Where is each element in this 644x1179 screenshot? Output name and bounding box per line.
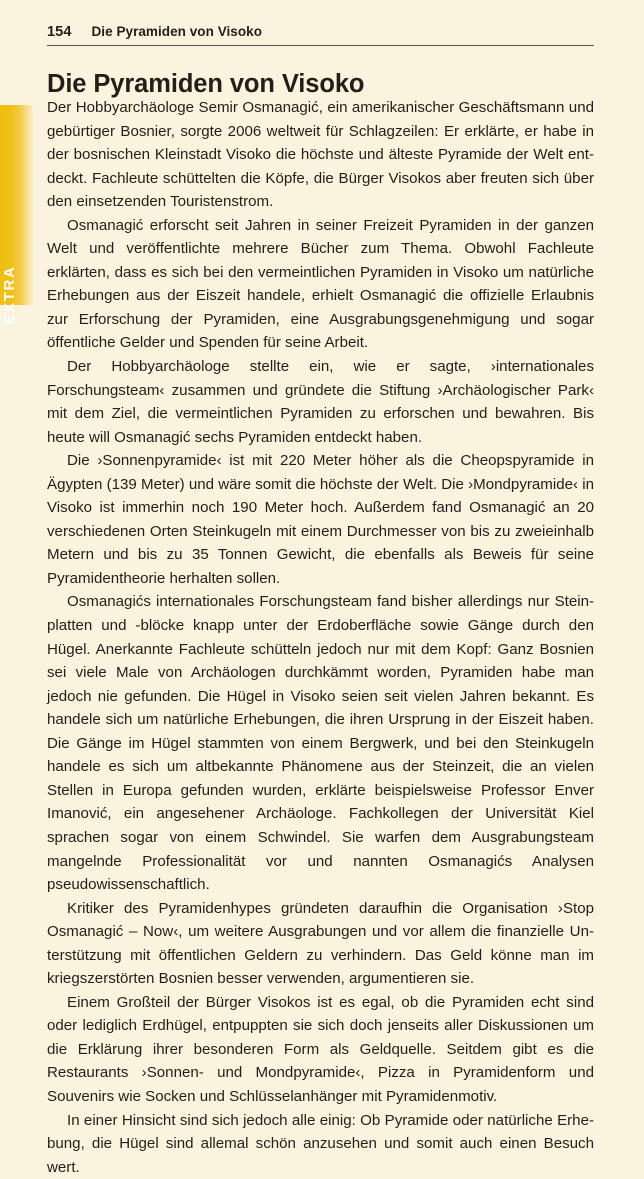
running-head-title: Die Pyramiden von Visoko (91, 24, 263, 39)
paragraph: Osmanagićs internationales Forschungsteam fand bisher allerdings nur Steinplatten und -blöcke knapp unter der Erdoberfläche sowie Gänge durch den Hügel. Anerkannte Fachleute schütteln jedoch nur mit dem Kopf: Ganz Bosnien sei viele Male von Archäologen durchkämmt worden, Pyramiden habe man jedoch nie gefunden. Die Hügel in Visoko seien seit vielen Jahren bekannt. Es handele sich um natürliche Erhebungen, die ihren Ursprung in der Eiszeit haben. Die Gänge im Hügel stammten von einem Bergwerk, und bei den Steinkugeln handele es sich um altbekannte Phänomene aus der Steinzeit, die an vielen Stellen in Europa gefunden wurden, erklärte beispielsweise Professor Enver Imanović, ein angesehener Archäologe. Fachkollegen der Universität Kiel sprachen sogar von einem Schwindel. Sie warfen dem Ausgrabungsteam mangelnde Professionalität vor und nannten Osmanagićs Analysen pseudowissenschaftlich. (47, 593, 594, 894)
paragraph: In einer Hinsicht sind sich jedoch alle einig: Ob Pyramide oder natürliche Erhebung, die Hügel sind allemal schön anzusehen und somit auch einen Besuch wert. (47, 1111, 594, 1176)
page-title: Die Pyramiden von Visoko (47, 70, 365, 99)
paragraph: Der Hobbyarchäologe Semir Osmanagić, ein amerikanischer Geschäftsmann und gebürtiger Bosnier, sorgte 2006 weltweit für Schlagzeilen: Er erklärte, er habe in der bosnischen Kleinstadt Visoko die höchste und älteste Pyramide der Welt entdeckt. Fachleute schüttelten die Köpfe, die Bürger Visokos aber freuten sich über den einsetzenden Touristenstrom. (47, 99, 594, 211)
page-number: 154 (47, 24, 72, 40)
extra-side-tab-label: EXTRA (1, 265, 18, 325)
running-head (47, 24, 594, 46)
paragraph: Osmanagić erforscht seit Jahren in seiner Freizeit Pyramiden in der ganzen Welt und veröffentlichte mehrere Bücher zum Thema. Obwohl Fachleute erklärten, dass es sich bei den vermeintlichen Pyramiden in Visoko um natürliche Erhebungen aus der Eiszeit handele, erhielt Osmanagić die offizielle Erlaubnis zur Erforschung der Pyramiden, eine Ausgrabungsgenehmigung und sogar öffentliche Gelder und Spenden für seine Arbeit. (47, 216, 594, 352)
paragraph: Die ›Sonnenpyramide‹ ist mit 220 Meter höher als die Cheopspyramide in Ägypten (139 Meter) und wäre somit die höchste der Welt. Die ›Mondpyramide‹ in Visoko ist immerhin noch 190 Meter hoch. Außerdem fand Osmanagić an 20 verschiedenen Orten Steinkugeln mit einem Durchmesser von bis zu zweieinhalb Metern und bis zu 35 Tonnen Gewicht, die ebenfalls als Beweis für seine Pyramidentheorie herhalten sollen. (47, 452, 594, 587)
paragraph: Kritiker des Pyramidenhypes gründeten daraufhin die Organisation ›Stop Osmanagić – Now‹, um weitere Ausgrabungen und vor allem die finanzielle Unterstützung mit öffentlichen Geldern zu verhindern. Das Geld könne man im kriegszerstörten Bosnien besser verwenden, argumentieren sie. (47, 899, 594, 988)
paragraph: Der Hobbyarchäologe stellte ein, wie er sagte, ›internationales Forschungsteam‹ zusammen und gründete die Stiftung ›Archäologischer Park‹ mit dem Ziel, die vermeintlichen Pyramiden zu erforschen und bewahren. Bis heute will Osmanagić sechs Pyramiden entdeckt haben. (47, 358, 594, 446)
body-text (47, 96, 594, 1179)
extra-side-tab (0, 105, 34, 325)
paragraph: Einem Großteil der Bürger Visokos ist es egal, ob die Pyramiden echt sind oder lediglich Erdhügel, entpuppten sie sich doch jenseits aller Diskussionen um die Erklärung ihrer besonderen Form als Geldquelle. Seitdem gibt es die Restaurants ›Sonnen- und Mondpyramide‹, Pizza in Pyramidenform und Souvenirs wie Socken und Schlüsselanhänger mit Pyramidenmotiv. (47, 993, 594, 1105)
